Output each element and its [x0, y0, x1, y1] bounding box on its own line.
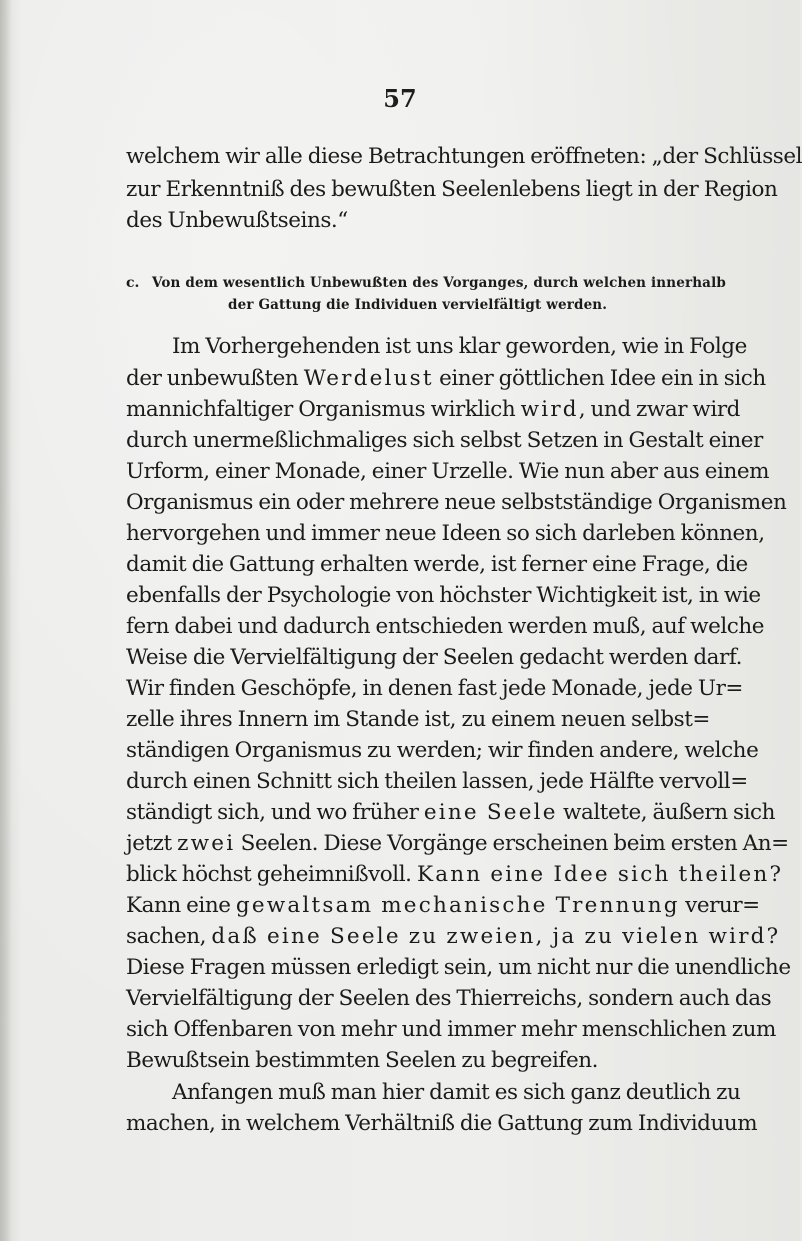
emphasis-text: Werdelust [303, 366, 434, 391]
text-line: des Unbewußtseins.“ [126, 208, 348, 233]
emphasis-text: daß eine Seele zu zweien, ja zu vielen wird? [211, 924, 781, 949]
section-marker: c. [126, 275, 140, 291]
emphasis-text: Kann eine Idee sich theilen? [416, 862, 784, 887]
text-line: Urform, einer Monade, einer Urzelle. Wie nun aber aus einem [126, 459, 770, 484]
text-line: Weise die Vervielfältigung der Seelen gedacht werden darf. [126, 645, 742, 670]
text-line: welchem wir alle diese Betrachtungen eröffneten: „der Schlüssel [126, 144, 802, 169]
emphasis-text: eine Seele [423, 800, 558, 825]
text-line: sich Offenbaren von mehr und immer mehr menschlichen zum [126, 1017, 776, 1042]
text-line: Im Vorhergehenden ist uns klar geworden, wie in Folge [172, 334, 747, 359]
text-line: hervorgehen und immer neue Ideen so sich darleben können, [126, 521, 765, 546]
text-line: durch einen Schnitt sich theilen lassen, jede Hälfte vervoll= [126, 769, 748, 794]
text-line: Diese Fragen müssen erledigt sein, um nicht nur die unendliche [126, 955, 791, 980]
text-line: Vervielfältigung der Seelen des Thierreichs, sondern auch das [126, 986, 772, 1011]
page-binding-shadow [0, 0, 12, 1241]
section-heading-line: der Gattung die Individuen vervielfältigt werden. [228, 297, 608, 313]
text-line: sachen, daß eine Seele zu zweien, ja zu vielen wird? [126, 924, 781, 949]
text-line: zelle ihres Innern im Stande ist, zu einem neuen selbst= [126, 707, 710, 732]
text-line: Wir finden Geschöpfe, in denen fast jede Monade, jede Ur= [126, 676, 743, 701]
text-line: Organismus ein oder mehrere neue selbstständige Organismen [126, 490, 787, 515]
emphasis-text: gewaltsam mechanische Trennung [235, 893, 680, 918]
emphasis-text: wird [520, 397, 579, 422]
text-line: machen, in welchem Verhältniß die Gattung zum Individuum [126, 1111, 758, 1136]
text-line: jetzt zwei Seelen. Diese Vorgänge erscheinen beim ersten An= [126, 831, 789, 856]
section-heading-line: Von dem wesentlich Unbewußten des Vorganges, durch welchen innerhalb [152, 275, 726, 291]
text-line: fern dabei und dadurch entschieden werden muß, auf welche [126, 614, 765, 639]
text-line: damit die Gattung erhalten werde, ist ferner eine Frage, die [126, 552, 748, 577]
text-line: ständigt sich, und wo früher eine Seele waltete, äußern sich [126, 800, 776, 825]
page-number: 57 [383, 84, 417, 113]
text-line: ebenfalls der Psychologie von höchster Wichtigkeit ist, in wie [126, 583, 761, 608]
emphasis-text: zwei [177, 831, 236, 856]
text-line: der unbewußten Werdelust einer göttlichen Idee ein in sich [126, 366, 766, 391]
text-line: ständigen Organismus zu werden; wir finden andere, welche [126, 738, 759, 763]
text-line: durch unermeßlichmaliges sich selbst Setzen in Gestalt einer [126, 428, 763, 453]
text-line: mannichfaltiger Organismus wirklich wird, und zwar wird [126, 397, 740, 422]
text-line: Bewußtsein bestimmten Seelen zu begreifen. [126, 1048, 598, 1073]
text-line: Anfangen muß man hier damit es sich ganz deutlich zu [172, 1080, 741, 1105]
text-line: Kann eine gewaltsam mechanische Trennung verur= [126, 893, 760, 918]
text-line: blick höchst geheimnißvoll. Kann eine Idee sich theilen? [126, 862, 784, 887]
text-line: zur Erkenntniß des bewußten Seelenlebens liegt in der Region [126, 177, 778, 202]
